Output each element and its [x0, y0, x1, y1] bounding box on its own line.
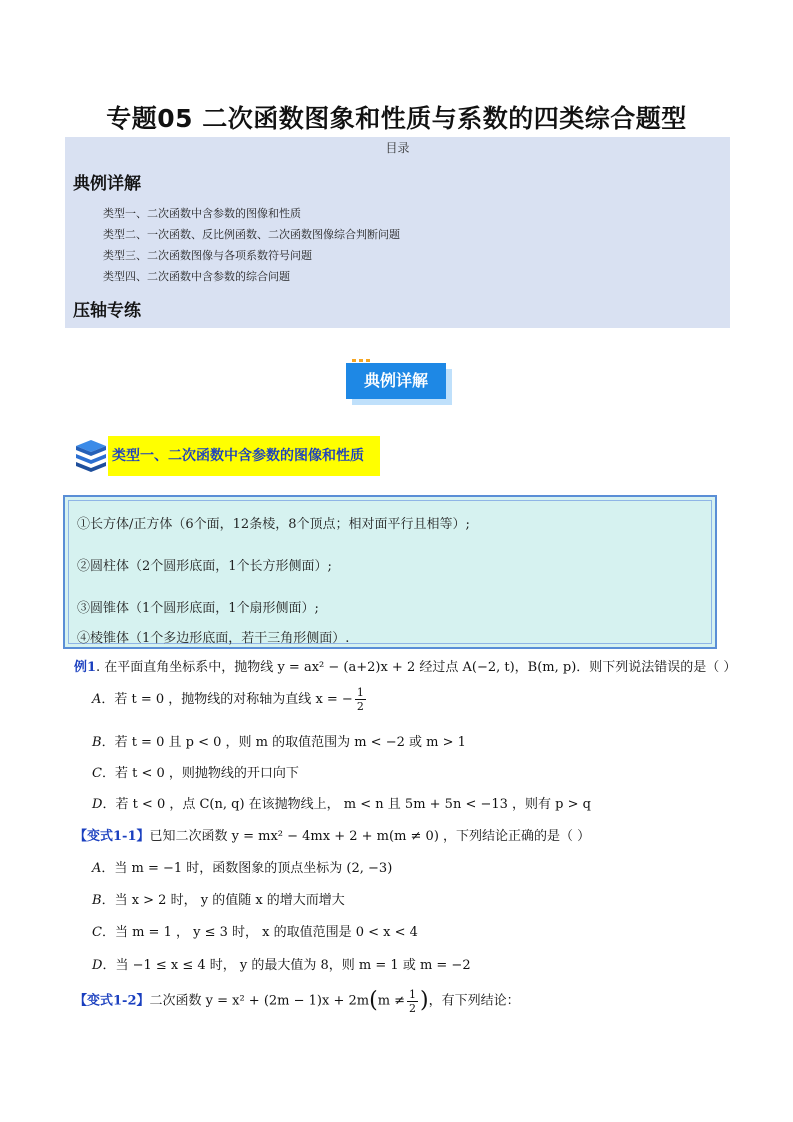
box-line-1: ①长方体/正方体（6个面，12条棱，8个顶点；相对面平行且相等）;	[77, 517, 470, 532]
example-1-option-d: D．若 t < 0 ，点 C(n, q) 在该抛物线上， m < n 且 5m + 5n < −13 ，则有 p > q	[92, 797, 591, 812]
books-icon	[74, 440, 108, 472]
toc-section-examples[interactable]: 典例详解	[73, 174, 141, 194]
section-banner: 典例详解	[346, 363, 446, 399]
variant-1-1-option-d: D．当 −1 ≤ x ≤ 4 时， y 的最大值为 8，则 m = 1 或 m = −2	[92, 958, 471, 973]
variant-1-1-option-b: B．当 x > 2 时， y 的值随 x 的增大而增大	[92, 893, 345, 908]
variant-label: 【变式1-2】	[74, 993, 150, 1009]
example-label: 例1	[74, 660, 97, 675]
page-title: 专题05 二次函数图象和性质与系数的四类综合题型	[106, 104, 687, 133]
table-of-contents	[65, 137, 730, 328]
type-one-heading: 类型一、二次函数中含参数的图像和性质	[108, 436, 380, 476]
box-line-2: ②圆柱体（2个圆形底面，1个长方形侧面）;	[77, 559, 332, 574]
example-1-option-a: A．若 t = 0 ，抛物线的对称轴为直线 x = − $\frac{1}{2}$	[92, 686, 364, 713]
knowledge-box	[63, 495, 717, 649]
toc-item-type4[interactable]: 类型四、二次函数中含参数的综合问题	[103, 270, 290, 283]
toc-item-type1[interactable]: 类型一、二次函数中含参数的图像和性质	[103, 207, 301, 220]
variant-1-1-option-a: A．当 m = −1 时，函数图象的顶点坐标为 (2, −3)	[92, 861, 393, 876]
toc-item-type2[interactable]: 类型二、一次函数、反比例函数、二次函数图像综合判断问题	[103, 228, 400, 241]
variant-1-1-option-c: C．当 m = 1 ， y ≤ 3 时， x 的取值范围是 0 < x < 4	[92, 925, 418, 940]
example-1-option-c: C．若 t < 0 ，则抛物线的开口向下	[92, 766, 299, 781]
variant-label: 【变式1-1】	[74, 829, 150, 844]
example-1-option-b: B．若 t = 0 且 p < 0 ，则 m 的取值范围为 m < −2 或 m > 1	[92, 735, 466, 750]
fraction: $\frac{1}{2}$	[409, 987, 417, 1015]
variant-1-1-stem: 【变式1-1】已知二次函数 y = mx² − 4mx + 2 + m(m ≠ 0) ，下列结论正确的是（ ）	[74, 829, 591, 844]
box-line-3: ③圆锥体（1个圆形底面，1个扇形侧面）;	[77, 601, 319, 616]
box-line-4: ④棱锥体（1个多边形底面，若干三角形侧面）.	[77, 631, 350, 646]
toc-label: 目录	[385, 141, 410, 155]
fraction: $\frac{1}{2}$	[356, 686, 364, 713]
toc-section-practice[interactable]: 压轴专练	[73, 301, 141, 321]
variant-1-2-stem: 【变式1-2】二次函数 y = x² + (2m − 1)x + 2m(m ≠ $\frac{1}{2}$ )，有下列结论：	[74, 987, 520, 1015]
example-1-stem: 例1. 在平面直角坐标系中，抛物线 y = ax² − (a+2)x + 2 经过点 A(−2, t)，B(m, p)．则下列说法错误的是（ ）	[74, 660, 737, 675]
toc-item-type3[interactable]: 类型三、二次函数图像与各项系数符号问题	[103, 249, 312, 262]
banner-decoration	[352, 359, 372, 362]
